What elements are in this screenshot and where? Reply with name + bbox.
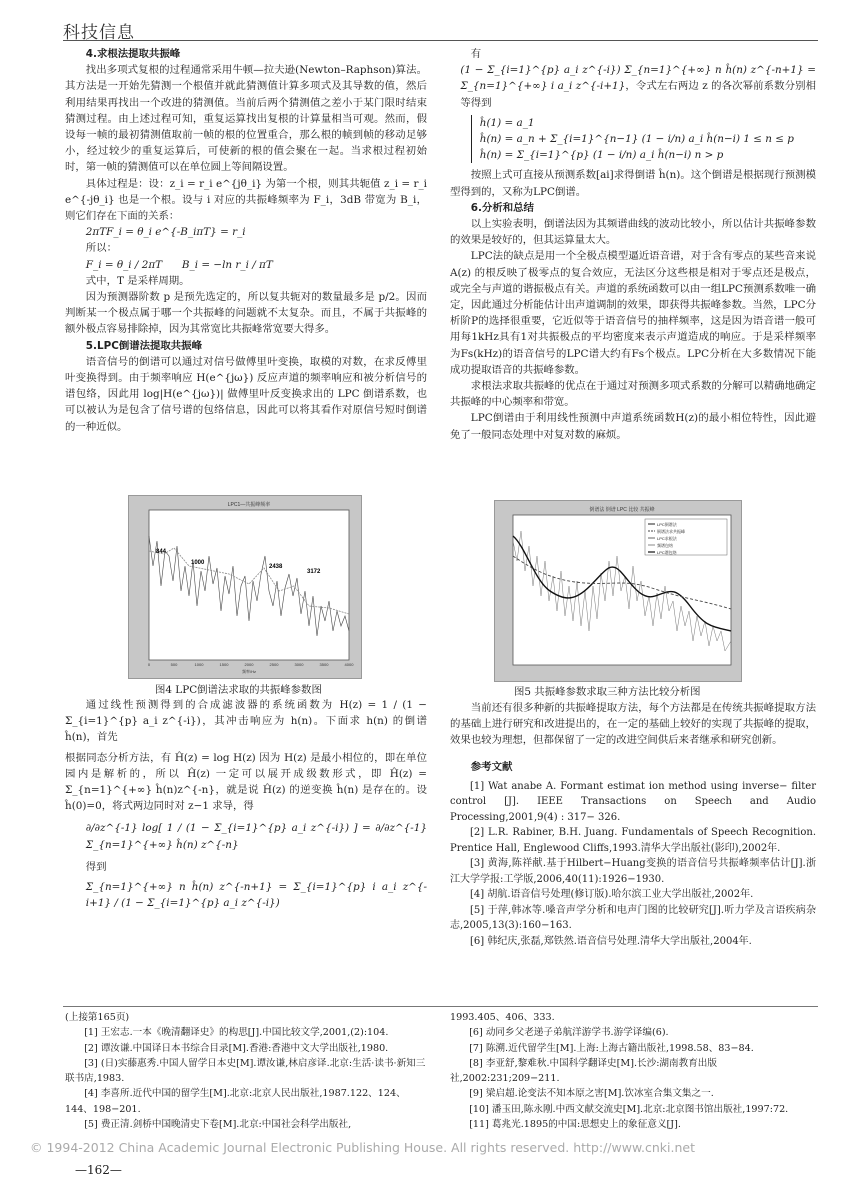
figure-5-caption: 图5 共振峰参数求取三种方法比较分析图 (514, 686, 701, 698)
right-column-lower (450, 700, 816, 949)
page-number: —162— (75, 1163, 122, 1177)
figure-4-caption: 图4 LPC倒谱法求取的共振峰参数图 (155, 684, 322, 696)
header-rule (63, 40, 818, 41)
figure-4-xtick: 1500 (219, 662, 229, 667)
figure-4-xtick: 500 (170, 662, 178, 667)
reference-item: [3] 黄海,陈祥献.基于Hilbert−Huang变换的语音信号共振峰频率估计[J].浙江大学学报:工学版,2006,40(11):1926−1930. (450, 858, 816, 885)
equation-result: Σ_{n=1}^{+∞} n ĥ(n) z^{-n+1} = Σ_{i=1}^{p} i a_i z^{-i+1} / (1 − Σ_{i=1}^{p} a_i z^{-i}) (85, 881, 427, 910)
equation-2a: F_i = θ_i / 2πT (85, 258, 163, 271)
case-equation-2: ĥ(n) = a_n + Σ_{i=1}^{n−1} (1 − i/n) a_i ĥ(n−i) 1 ≤ n ≤ p (479, 133, 794, 146)
figure-4-xtick: 2500 (269, 662, 279, 667)
reference-item: [4] 胡航.语音信号处理(修订版).哈尔滨工业大学出版社,2002年. (470, 889, 754, 901)
equation-have (450, 62, 816, 111)
figure-4-xlabel: 频率/Hz (242, 669, 256, 674)
bottom-reference-item: [6] 动同乡父老递子弟航洋游学书.游学译编(6). (469, 1027, 669, 1039)
figure-5-frame (494, 500, 742, 682)
case-equation-1: ĥ(1) = a_1 (479, 116, 535, 129)
section-4-title: 4.求根法提取共振峰 (85, 48, 181, 60)
get-label: 得到 (85, 860, 107, 873)
journal-header: 科技信息 (63, 23, 135, 43)
figure-5-legend-item: 倒谱法求共振峰 (657, 529, 685, 534)
figure-4-frame (128, 495, 362, 679)
figure-4-xtick: 3500 (319, 662, 329, 667)
figure-4-plot-area (149, 510, 349, 660)
reference-item: [2] L.R. Rabiner, B.H. Juang. Fundamentals of Speech Recognition. Prentice Hall, Englewood Cliffs,1993.清华大学出版社(影印),2002年. (450, 827, 816, 854)
have-label: 有 (470, 48, 482, 60)
figure-4-xtick: 4000 (344, 662, 354, 667)
bottom-reference-item: 1993.405、406、333. (450, 1012, 555, 1023)
figure-5-plot (495, 501, 741, 681)
figure-4-title: LPC1—共振峰频率 (227, 502, 271, 508)
reference-item: [1] Wat anabe A. Formant estimat ion method using inverse− filter control [J]. IEEE Transactions on Speech and Audio Processing,2001,9(4) : 317− 326. (450, 780, 816, 823)
continuation-note: (上接第165页) (65, 1012, 130, 1023)
equation-note: 式中，T 是采样周期。 (85, 274, 190, 287)
section-5-paragraph-3: 根据同态分析方法，有 Ĥ(z) = log H(z) 因为 H(z) 是最小相位的，即在单位园内是解析的，所以 Ĥ(z) 一定可以展开成级数形式，即 Ĥ(z) = Σ_{n=1}^{+∞} ĥ(n)z^{-n}，就是说 Ĥ(z) 的逆变换 ĥ(n) 是存在的。设 ĥ(0)=0，将式两边同时对 z−1 求导，得 (65, 751, 427, 813)
figure-4-xtick: 2000 (244, 662, 254, 667)
copyright-watermark: © 1994-2012 China Academic Journal Electronic Publishing House. All rights reserved. http://www.cnki.net (30, 1140, 695, 1155)
bottom-rule (63, 1006, 818, 1007)
equation-2b: B_i = −ln r_i / πT (181, 258, 273, 271)
bottom-reference-item: [2] 谭汝谦.中国译日本书综合目录[M].香港:香港中文大学出版社,1980. (84, 1042, 389, 1054)
figure-4-label-844: 844 (156, 549, 167, 555)
references-title: 参考文献 (470, 760, 513, 773)
right-paragraph-1: 按照上式可直接从预测系数[ai]求得倒谱 ĥ(n)。这个倒谱是根据现行预测模型得到的，又称为LPC倒谱。 (450, 169, 816, 198)
left-column (65, 46, 427, 435)
equation-have-body: (1 − Σ_{i=1}^{p} a_i z^{-i}) Σ_{n=1}^{+∞} n ĥ(n) z^{-n+1} = Σ_{n=1}^{+∞} i a_i z^{-i+1} (460, 64, 816, 93)
bottom-right-references (450, 1010, 816, 1132)
section-5-paragraph-2: 通过线性预测得到的合成滤波器的系统函数为 H(z) = 1 / (1 − Σ_{i=1}^{p} a_i z^{-i})，其冲击响应为 h(n)。下面求 h(n) 的倒谱 ĥ(n)，首先 (65, 699, 427, 744)
reference-item: [5] 于萍,韩冰等.嗓音声学分析和电声门图的比较研究[J].听力学及言语疾病杂志,2005,13(3):160−163. (450, 904, 816, 932)
figure-5-legend-item: 频谱包络 (657, 543, 673, 548)
figure-4-plot (129, 496, 361, 678)
section-5-title: 5.LPC倒谱法提取共振峰 (85, 339, 202, 352)
case-equation-3: ĥ(n) = Σ_{i=1}^{p} (1 − i/n) a_i ĥ(n−i) n > p (479, 149, 724, 162)
bottom-reference-item: [5] 费正清.剑桥中国晚清史下卷[M].北京:中国社会科学出版社, (84, 1119, 352, 1131)
section-6-paragraph-5: 当前还有很多种新的共振峰提取方法，每个方法都是在传统共振峰提取方法的基础上进行研究和改进提出的，在一定的基础上较好的实现了共振峰的提取，效果也较为理想，但都保留了一定的改进空间供后来者继承和研究创新。 (450, 702, 816, 747)
equation-derivative: ∂/∂z^{-1} log[ 1 / (1 − Σ_{i=1}^{p} a_i z^{-i}) ] = ∂/∂z^{-1} Σ_{n=1}^{+∞} ĥ(n) z^{-n} (85, 822, 427, 851)
figure-4-label-3172: 3172 (307, 569, 321, 575)
section-6-paragraph-1: 以上实验表明，倒谱法因为其频谱曲线的波动比较小，所以估计共振峰参数的效果是较好的，但其运算量太大。 (450, 218, 816, 247)
so-label: 所以： (85, 242, 117, 255)
case-equations (471, 115, 816, 164)
right-column (450, 46, 816, 443)
section-5-paragraph-1: 语音信号的倒谱可以通过对信号做傅里叶变换，取模的对数，在求反傅里叶变换得到。由于频率响应 H(e^{jω}) 反应声道的频率响应和被分析信号的谱包络，因此用 log|H(e^{jω})| 做傅里叶反变换求出的 LPC 倒谱系数，也可以被认为是包含了信号谱的包络信息，因此可以将其看作对原信号短时倒谱的一种近似。 (65, 355, 427, 433)
figure-4-label-1000: 1000 (191, 560, 205, 566)
bottom-reference-item: [7] 陈溯.近代留学生[M].上海:上海古籍出版社,1998.58、83−84. (469, 1042, 754, 1054)
section-4-paragraph-2: 具体过程是：设：z_i = r_i e^{jθ_i} 为第一个根，则其共轭值 z_i = r_i e^{-jθ_i} 也是一个根。设与 i 对应的共振峰频率为 F_i，3dB 带宽为 B_i，则它们存在下面的关系： (65, 177, 427, 223)
figure-4-xtick: 0 (147, 662, 151, 667)
reference-item: [6] 韩纪庆,张磊,郑铁然.语音信号处理.清华大学出版社,2004年. (470, 935, 752, 947)
bottom-reference-item: [8] 李亚舒,黎难秋.中国科学翻译史[M].长沙:湖南教育出版社,2002:231;209−211. (450, 1057, 717, 1085)
figure-4-xtick: 3000 (294, 662, 304, 667)
figure-5-legend-item: LPC谱包络 (657, 550, 677, 555)
bottom-reference-item: [1] 王宏志.一本《晚清翻译史》的构思[J].中国比较文学,2001,(2):104. (84, 1027, 389, 1039)
bottom-reference-item: [10] 潘玉田,陈永刚.中西文献交流史[M].北京:北京图书馆出版社,1997:72. (469, 1103, 789, 1115)
section-6-paragraph-4: LPC倒谱由于利用线性预测中声道系统函数H(z)的最小相位特性，因此避免了一般同态处理中对复对数的麻烦。 (450, 412, 816, 441)
bottom-reference-item: [9] 梁启超.论变法不知本原之害[M].饮冰室合集文集之一. (469, 1088, 714, 1100)
equation-have-tail: ，令式左右两边 z 的各次幂前系数分别相等得到 (460, 80, 816, 109)
bottom-reference-item: [4] 李喜所.近代中国的留学生[M].北京:北京人民出版社,1987.122、124、144、198−201. (65, 1088, 406, 1115)
equation-2 (65, 257, 427, 273)
figure-5-title: 倒谱法 倒谱 LPC 比较 共振峰 (589, 507, 655, 513)
bottom-left-references (65, 1010, 427, 1132)
section-6-paragraph-3: 求根法求取共振峰的优点在于通过对预测多项式系数的分解可以精确地确定共振峰的中心频率和带宽。 (450, 380, 816, 409)
figure-5-legend-item: LPC倒谱法 (657, 522, 677, 527)
references-list (450, 779, 816, 950)
section-4-paragraph-3: 因为预测器阶数 p 是预先选定的，所以复共轭对的数量最多是 p/2。因而判断某一个极点属于哪一个共振峰的问题就不太复杂。而且，不属于共振峰的额外极点容易排除掉，因为其常宽比共振峰常宽要大得多。 (65, 291, 427, 336)
section-6-title: 6.分析和总结 (470, 201, 534, 214)
figure-4-xtick: 1000 (194, 662, 204, 667)
section-6-paragraph-2: LPC法的缺点是用一个全极点模型逼近语音谱，对于含有零点的某些音来说 A(z) 的根反映了极零点的复合效应，无法区分这些根是相对于零点还是极点，或完全与声道的谐振极点有关。声道的系统函数可以由一组LPC预测系数唯一确定，因此通过分析能估计出声道调制的效果，即获得共振峰参数。当然，LPC分析阶P的选择很重要，它近似等于语音信号的抽样频率，这是因为语音谱一般可用每1kHz具有1对共振极点的平均密度来表示声道造成的响应。于是采样频率为Fs(kHz)的语音信号的LPC谱大约有Fs个极点。LPC分析在大多数情况下能成功提取语音的共振峰参数。 (450, 250, 816, 376)
left-column-lower (65, 697, 427, 911)
figure-5-legend-item: LPC求根法 (657, 536, 677, 541)
section-4-paragraph-1: 找出多项式复根的过程通常采用牛顿—拉夫逊(Newton–Raphson)算法。其方法是一开始先猜测一个根值并就此猜测值计算多项式及其导数的值，然后利用结果再找出一个改进的猜测值。当前后两个猜测值之差小于某门限时结束猜测过程。由上述过程可知，重复运算找出复根的计算量相当可观。然而，假设每一帧的最初猜测值取前一帧的根的位置重合，那么根的帧到帧的移动足够小，经过较少的重复运算后，可使新的根的值会聚在一起。当求根过程初始时，第一帧的猜测值可以在单位圆上等间隔设置。 (65, 64, 427, 174)
figure-4-label-2438: 2438 (269, 564, 283, 570)
bottom-reference-item: [11] 葛兆光.1895的中国:思想史上的象征意义[J]. (469, 1119, 681, 1131)
bottom-reference-item: [3] (日)实藤惠秀.中国人留学日本史[M].谭汝谦,林启彦译.北京:生活·读书·新知三联书店,1983. (65, 1057, 426, 1085)
equation-1: 2πTF_i = θ_i e^{-B_iπT} = r_i (85, 226, 246, 239)
